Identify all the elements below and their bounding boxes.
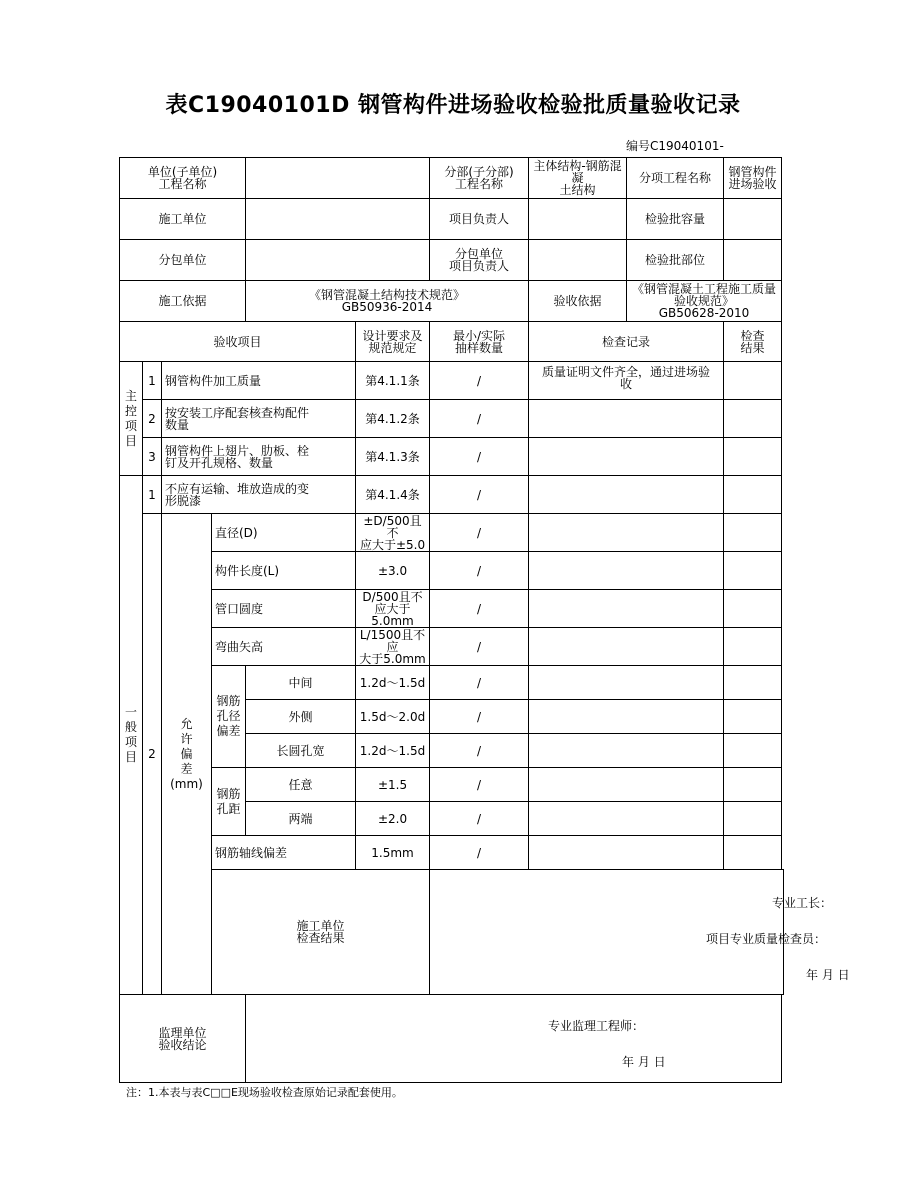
table-row	[120, 362, 784, 400]
sample-value: /	[430, 734, 529, 768]
check-item: 钢管构件上翅片、肋板、栓 钉及开孔规格、数量	[162, 438, 356, 476]
check-record[interactable]	[529, 590, 724, 628]
sub-pm-label: 分包单位 项目负责人	[430, 240, 529, 281]
check-item: 管口圆度	[212, 590, 356, 628]
check-item: 两端	[246, 802, 356, 836]
check-result[interactable]	[724, 476, 782, 514]
batch-part-label: 检验批部位	[627, 240, 724, 281]
spec-value: ±1.5	[356, 768, 430, 802]
hole-pitch-label: 钢筋 孔距	[212, 768, 246, 836]
unit-name-label: 单位(子单位) 工程名称	[120, 158, 246, 199]
check-item: 任意	[246, 768, 356, 802]
row-number: 1	[143, 362, 162, 400]
capacity-label: 检验批容量	[627, 199, 724, 240]
table-row	[120, 590, 784, 628]
header-row-1	[120, 158, 784, 199]
acceptance-form-table	[119, 157, 850, 1083]
footnote: 注：1.本表与表C□□E现场验收检查原始记录配套使用。	[126, 1086, 403, 1099]
sample-value: /	[430, 362, 529, 400]
spec-value: 1.2d～1.5d	[356, 666, 430, 700]
row-number: 2	[143, 514, 162, 995]
table-row	[120, 768, 784, 802]
spec-value: 1.5d～2.0d	[356, 700, 430, 734]
col-spec-header: 设计要求及 规范规定	[356, 322, 430, 362]
check-result[interactable]	[724, 552, 782, 590]
sample-value: /	[430, 700, 529, 734]
sub-part-value: 主体结构-钢筋混凝 土结构	[529, 158, 627, 199]
construction-check-label: 施工单位 检查结果	[212, 870, 430, 995]
table-row	[120, 628, 784, 666]
spec-value: 1.5mm	[356, 836, 430, 870]
check-item: 构件长度(L)	[212, 552, 356, 590]
pm-label: 项目负责人	[430, 199, 529, 240]
check-record[interactable]	[529, 666, 724, 700]
table-row	[120, 438, 784, 476]
sample-value: /	[430, 476, 529, 514]
check-item: 外侧	[246, 700, 356, 734]
spec-value: 第4.1.3条	[356, 438, 430, 476]
item-label: 分项工程名称	[627, 158, 724, 199]
sample-value: /	[430, 768, 529, 802]
col-item-header: 验收项目	[120, 322, 356, 362]
col-result-header: 检查 结果	[724, 322, 782, 362]
check-item: 长圆孔宽	[246, 734, 356, 768]
check-record[interactable]	[529, 802, 724, 836]
serial-number: 编号C19040101-	[626, 139, 724, 153]
check-record[interactable]	[529, 628, 724, 666]
check-record[interactable]	[529, 734, 724, 768]
check-result[interactable]	[724, 514, 782, 552]
check-item: 中间	[246, 666, 356, 700]
check-item: 按安装工序配套核查构配件 数量	[162, 400, 356, 438]
check-record[interactable]	[529, 438, 724, 476]
sample-value: /	[430, 836, 529, 870]
header-row-4	[120, 281, 784, 322]
acceptance-basis-label: 验收依据	[529, 281, 627, 322]
table-row	[120, 514, 784, 552]
check-result[interactable]	[724, 836, 782, 870]
sample-value: /	[430, 590, 529, 628]
check-record[interactable]	[529, 400, 724, 438]
col-record-header: 检查记录	[529, 322, 724, 362]
check-record[interactable]	[529, 514, 724, 552]
check-result[interactable]	[724, 590, 782, 628]
check-result[interactable]	[724, 628, 782, 666]
page-title: 表C19040101D 钢管构件进场验收检验批质量验收记录	[165, 93, 741, 118]
check-record[interactable]	[529, 836, 724, 870]
check-result[interactable]	[724, 734, 782, 768]
item-value: 钢管构件进场验收	[724, 158, 782, 199]
check-record[interactable]	[529, 552, 724, 590]
spec-value: 第4.1.1条	[356, 362, 430, 400]
spec-value: D/500且不 应大于5.0mm	[356, 590, 430, 628]
basis-value: 《钢管混凝土结构技术规范》 GB50936-2014	[246, 281, 529, 322]
construction-check-row	[120, 870, 784, 995]
table-row	[120, 836, 784, 870]
check-item: 钢管构件加工质量	[162, 362, 356, 400]
table-row	[120, 552, 784, 590]
table-row	[120, 400, 784, 438]
batch-part-value[interactable]	[724, 240, 782, 281]
sample-value: /	[430, 438, 529, 476]
sub-part-label: 分部(子分部) 工程名称	[430, 158, 529, 199]
header-row-2	[120, 199, 784, 240]
table-row	[120, 666, 784, 700]
foreman-label: 专业工长：	[772, 896, 833, 910]
sample-value: /	[430, 802, 529, 836]
main-control-label: 主 控 项 目	[120, 362, 143, 476]
date-label: 年 月 日	[806, 968, 850, 982]
spec-value: 第4.1.2条	[356, 400, 430, 438]
subcontractor-value[interactable]	[246, 240, 430, 281]
capacity-value[interactable]	[724, 199, 782, 240]
check-record[interactable]	[529, 768, 724, 802]
basis-label: 施工依据	[120, 281, 246, 322]
sample-value: /	[430, 400, 529, 438]
supervisor-engineer-label: 专业监理工程师：	[548, 1019, 645, 1033]
inspector-label: 项目专业质量检查员：	[706, 932, 827, 946]
sub-pm-value[interactable]	[529, 240, 627, 281]
sample-value: /	[430, 628, 529, 666]
allowable-deviation-label: 允 许 偏 差 (mm)	[162, 514, 212, 995]
row-number: 3	[143, 438, 162, 476]
row-number: 2	[143, 400, 162, 438]
unit-name-value[interactable]	[246, 158, 430, 199]
check-item: 不应有运输、堆放造成的变 形脱漆	[162, 476, 356, 514]
col-sample-header: 最小/实际 抽样数量	[430, 322, 529, 362]
column-header-row	[120, 322, 784, 362]
check-record[interactable]	[529, 700, 724, 734]
check-item: 弯曲矢高	[212, 628, 356, 666]
constructor-label: 施工单位	[120, 199, 246, 240]
construction-check-area[interactable]	[430, 870, 850, 995]
spec-value: 1.2d～1.5d	[356, 734, 430, 768]
spec-value: ±2.0	[356, 802, 430, 836]
pm-value[interactable]	[529, 199, 627, 240]
check-result[interactable]	[724, 438, 782, 476]
check-result[interactable]	[724, 700, 782, 734]
check-result[interactable]	[724, 362, 782, 400]
check-result[interactable]	[724, 768, 782, 802]
constructor-value[interactable]	[246, 199, 430, 240]
supervision-check-row	[120, 995, 784, 1083]
row-number: 1	[143, 476, 162, 514]
check-result[interactable]	[724, 400, 782, 438]
general-items-label: 一 般 项 目	[120, 476, 143, 995]
check-item: 钢筋轴线偏差	[212, 836, 356, 870]
table-row	[120, 476, 784, 514]
hole-deviation-label: 钢筋 孔径 偏差	[212, 666, 246, 768]
supervision-check-label: 监理单位 验收结论	[120, 995, 246, 1083]
spec-value: 第4.1.4条	[356, 476, 430, 514]
sample-value: /	[430, 666, 529, 700]
check-item: 直径(D)	[212, 514, 356, 552]
subcontractor-label: 分包单位	[120, 240, 246, 281]
check-record[interactable]: 质量证明文件齐全，通过进场验 收	[529, 362, 724, 400]
sample-value: /	[430, 552, 529, 590]
header-row-3	[120, 240, 784, 281]
date-label: 年 月 日	[622, 1055, 666, 1069]
spec-value: ±D/500且不 应大于±5.0	[356, 514, 430, 552]
supervision-check-area[interactable]	[246, 995, 782, 1083]
check-record[interactable]	[529, 476, 724, 514]
acceptance-basis-value: 《钢管混凝土工程施工质量验收规范》 GB50628-2010	[627, 281, 782, 322]
sample-value: /	[430, 514, 529, 552]
check-result[interactable]	[724, 802, 782, 836]
spec-value: ±3.0	[356, 552, 430, 590]
spec-value: L/1500且不应 大于5.0mm	[356, 628, 430, 666]
check-result[interactable]	[724, 666, 782, 700]
